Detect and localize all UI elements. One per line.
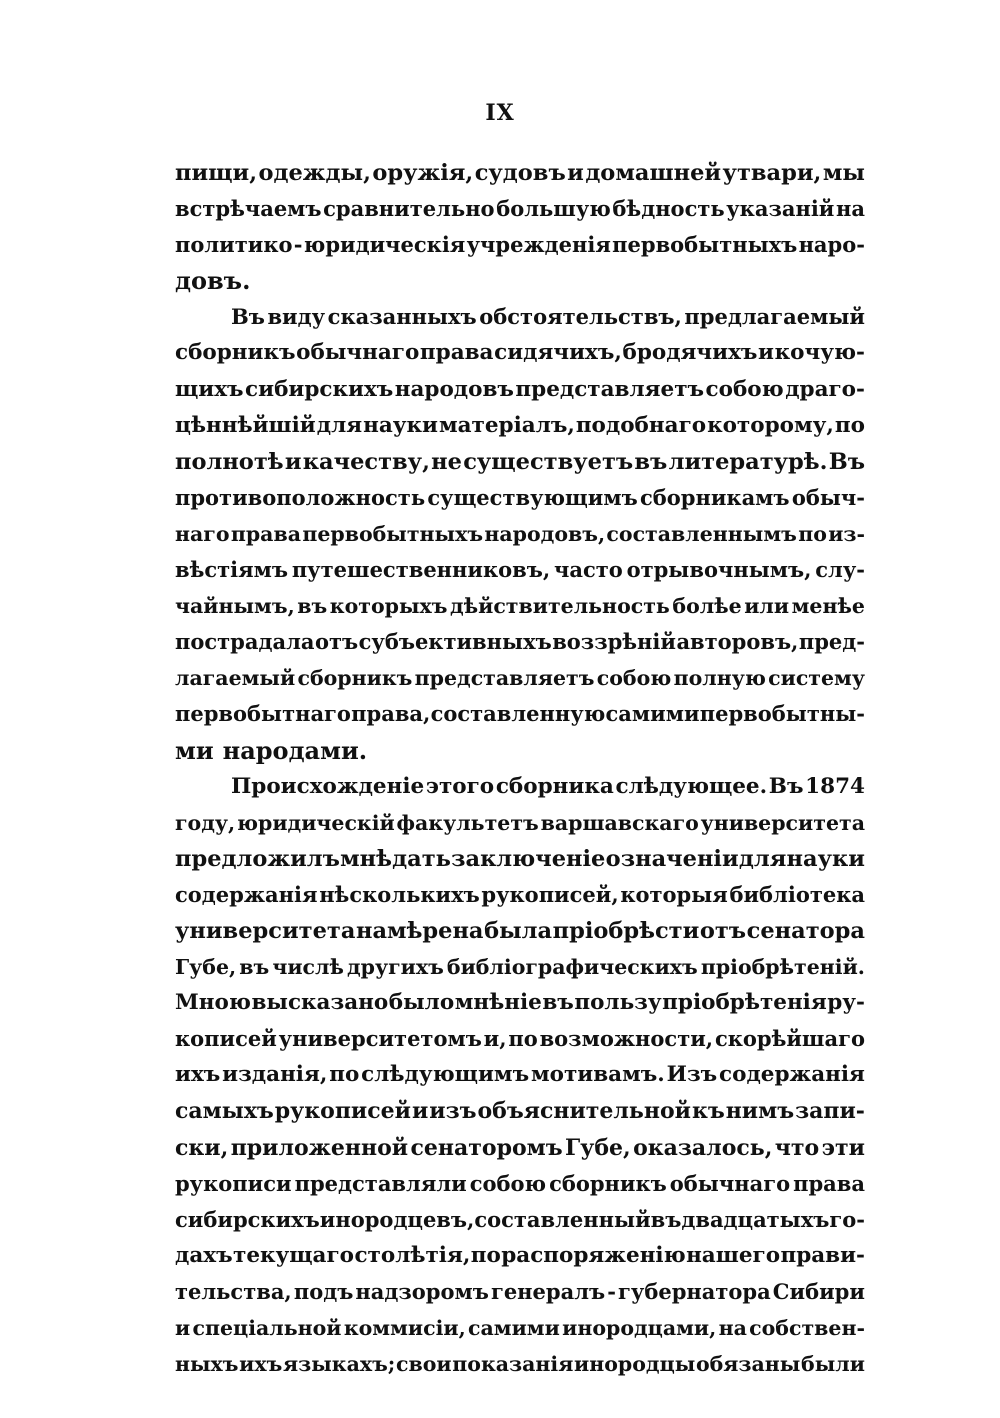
text-line: вѣстіямъ путешественниковъ, часто отрывочнымъ, слу- (175, 557, 865, 583)
text-line: первобытнаго права, составленную самими первобытны- (175, 701, 865, 727)
text-line: рукописи представляли собою сборникъ обычнаго права (175, 1170, 865, 1196)
text-line: Губе, въ числѣ другихъ библіографическихъ пріобрѣтеній. (175, 955, 865, 980)
text-line: наго права первобытныхъ народовъ, составленнымъ по из- (175, 521, 865, 546)
text-line: ихъ изданія, по слѣдующимъ мотивамъ. Изъ содержанія (175, 1062, 865, 1088)
text-line: кописей университетомъ и, по возможности, скорѣйшаго (175, 1026, 865, 1052)
text-line: довъ. (175, 266, 251, 296)
text-line: Происхожденіе этого сборника слѣдующее. Въ 1874 (231, 773, 865, 799)
text-line: встрѣчаемъ сравнительно большую бѣдность указаній на (175, 196, 865, 222)
text-line: политико - юридическія учрежденія первобытныхъ наро- (175, 232, 865, 258)
text-line: университета намѣрена была пріобрѣсти отъ сенатора (175, 917, 865, 944)
text-line: цѣннѣйшій для науки матеріалъ, подобнаго которому, по (175, 412, 865, 438)
text-line: Въ виду сказанныхъ обстоятельствъ, предлагаемый (231, 304, 865, 330)
text-line: пострадала отъ субъективныхъ воззрѣній авторовъ, пред- (175, 629, 865, 655)
text-line: дахъ текущаго столѣтія, по распоряженію нашего прави- (175, 1242, 865, 1268)
text-line: пищи, одежды, оружія, судовъ и домашней утвари, мы (175, 160, 865, 186)
text-line: ми народами. (175, 735, 368, 765)
text-line: противоположность существующимъ сборникамъ обыч- (175, 484, 865, 510)
text-line: предложилъ мнѣ дать заключеніе о значеніи для науки (175, 845, 865, 872)
text-line: ныхъ ихъ языкахъ; свои показанія инородцы обязаны были (175, 1352, 865, 1377)
text-line: году, юридическій факультетъ варшавскаго университета (175, 810, 865, 835)
text-line: лагаемый сборникъ представляетъ собою полную систему (175, 666, 865, 691)
text-line: щихъ сибирскихъ народовъ представляетъ собою драго- (175, 376, 865, 402)
text-line: Мною высказано было мнѣніе въ пользу пріобрѣтенія ру- (175, 990, 865, 1016)
body-text (175, 155, 865, 1382)
text-line: содержанія нѣсколькихъ рукописей, которыя библіотека (175, 881, 865, 907)
text-line: полнотѣ и качеству, не существуетъ въ литературѣ. Въ (175, 448, 865, 475)
text-line: и спеціальной коммисіи, самими инородцами, на собствен- (175, 1316, 865, 1340)
text-line: сибирскихъ инородцевъ, составленный въ двадцатыхъ го- (175, 1206, 865, 1232)
text-line: тельства, подъ надзоромъ генералъ - губернатора Сибири (175, 1278, 865, 1304)
text-line: сборникъ обычнаго права сидячихъ, бродячихъ и кочую- (175, 340, 865, 366)
text-line: ски, приложенной сенаторомъ Губе, оказалось, что эти (175, 1134, 865, 1161)
text-line: самыхъ рукописей и изъ объяснительной къ нимъ запи- (175, 1098, 865, 1125)
page-number: IX (485, 100, 515, 126)
text-line: чайнымъ, въ которыхъ дѣйствительность болѣе или менѣе (175, 594, 865, 619)
